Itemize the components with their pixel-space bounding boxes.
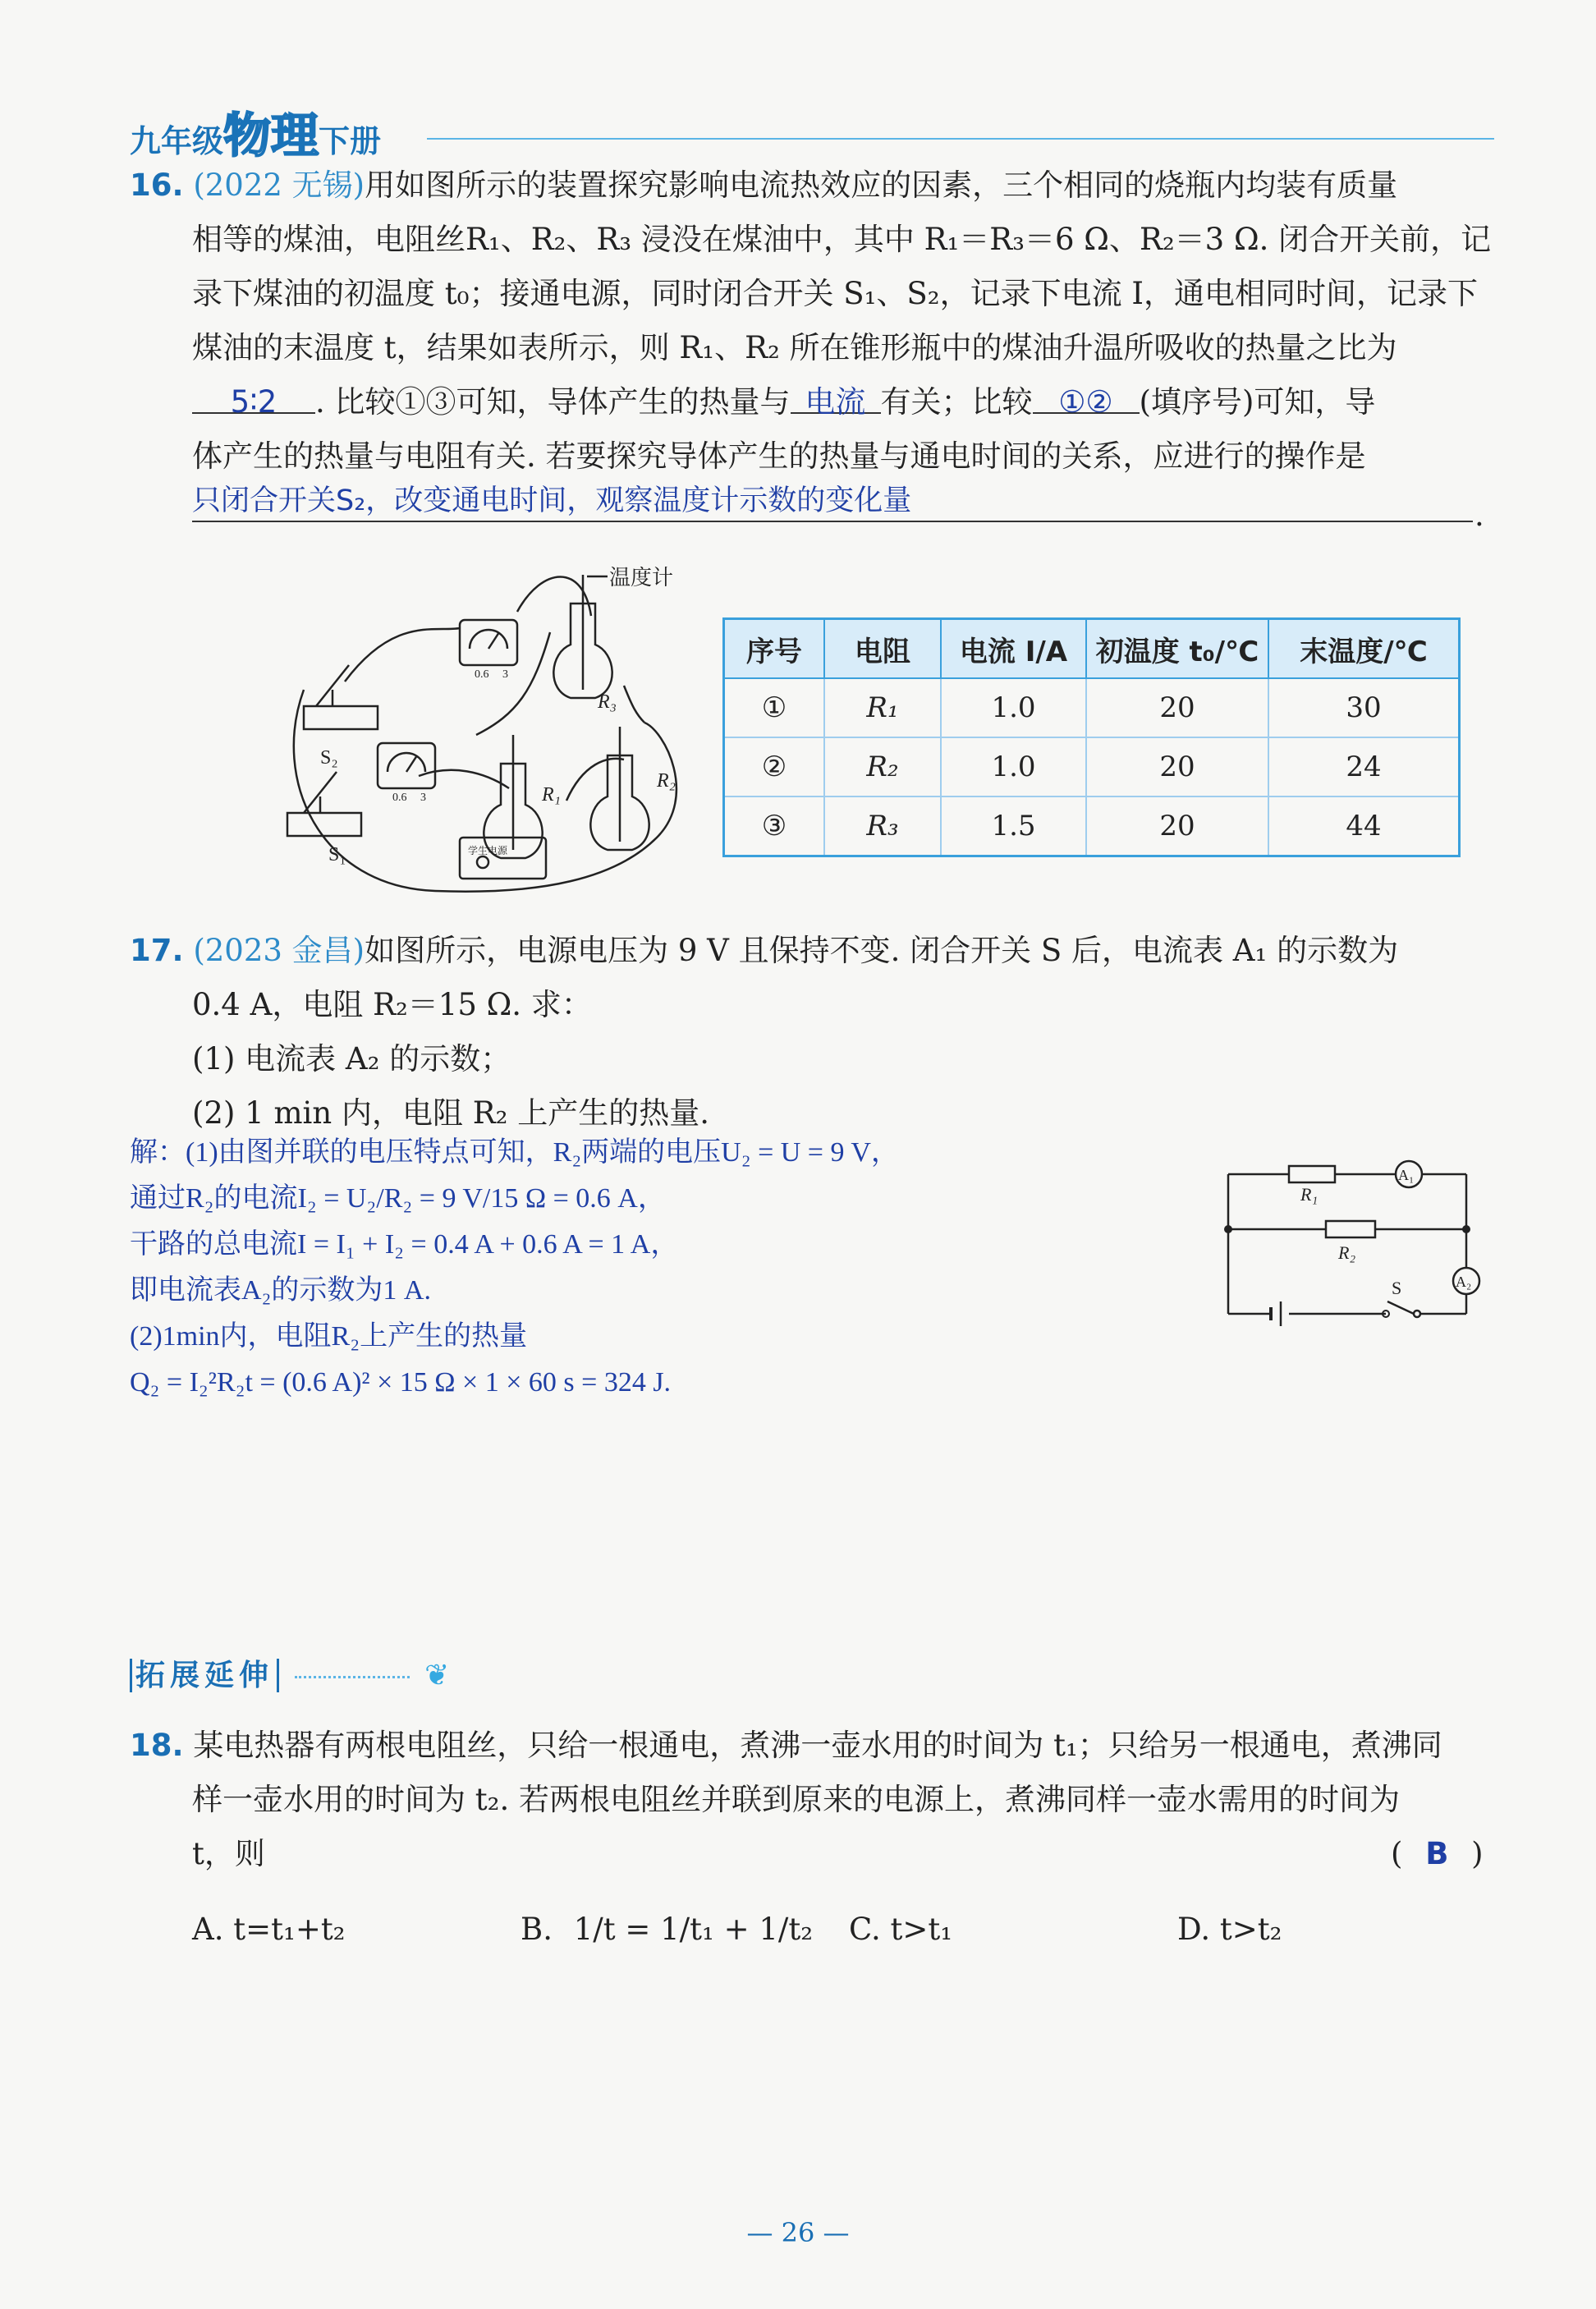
thermometer-label: 温度计 <box>609 567 674 590</box>
section-leaf-icon: ❦ <box>424 1659 455 1692</box>
circuit-r1-label: R₁ <box>1300 1184 1319 1205</box>
q18-answer-bracket <box>1391 1828 1484 1880</box>
q16-answer-compare: ①② <box>1033 376 1140 414</box>
table-header: 电流 I/A <box>941 619 1086 679</box>
circuit-r2-label: R₂ <box>1338 1242 1356 1263</box>
q16-number: 16. <box>130 168 184 203</box>
switch-s1-label: S₁ <box>328 844 346 865</box>
table-row <box>724 796 1460 856</box>
q17-text-1: 如图所示，电源电压为 9 V 且保持不变. 闭合开关 S 后，电流表 A₁ 的示数为 <box>365 933 1399 968</box>
q17-line-2: 0.4 A，电阻 R₂＝15 Ω. 求： <box>192 987 592 1022</box>
q18-bracket-close: ) <box>1471 1836 1484 1871</box>
q16-text-5a: . 比较①③可知，导体产生的热量与 <box>315 384 791 420</box>
resistor-r1-label: R₁ <box>542 784 562 806</box>
table-cell: ① <box>724 678 825 737</box>
table-cell: R₁ <box>824 678 941 737</box>
q18-bracket-open: ( <box>1391 1836 1403 1871</box>
q18-option-a: A. t=t₁+t₂ <box>192 1912 346 1947</box>
table-cell: 24 <box>1268 737 1460 796</box>
q18-option-b-equation: 1/t = 1/t₁ + 1/t₂ <box>573 1912 814 1947</box>
q16-line-2: 相等的煤油，电阻丝R₁、R₂、R₃ 浸没在煤油中，其中 R₁＝R₃＝6 Ω、R₂＝3 Ω. 闭合开关前，记 <box>192 222 1492 257</box>
q16-line-6: 体产生的热量与电阻有关. 若要探究导体产生的热量与通电时间的关系，应进行的操作是 <box>192 438 1366 474</box>
q18-text-1: 某电热器有两根电阻丝，只给一根通电，煮沸一壶水用的时间为 t₁；只给另一根通电，煮沸同 <box>193 1728 1442 1763</box>
q16-answer-ratio: 5∶2 <box>192 376 315 414</box>
q17-solution-5: (2)1min内，电阻R₂上产生的热量 <box>130 1321 528 1352</box>
q16-apparatus-figure <box>271 567 706 895</box>
table-header: 电阻 <box>824 619 941 679</box>
q17-circuit-diagram <box>1215 1150 1494 1330</box>
header-rule <box>427 138 1494 140</box>
table-cell: 44 <box>1268 796 1460 856</box>
table-cell: 1.0 <box>941 737 1086 796</box>
q17-source: (2023 金昌) <box>193 933 365 968</box>
table-cell: ② <box>724 737 825 796</box>
table-header: 序号 <box>724 619 825 679</box>
q18-line-2: 样一壶水用的时间为 t₂. 若两根电阻丝并联到原来的电源上，煮沸同样一壶水需用的时间为 <box>192 1782 1400 1817</box>
section-title-text: 拓展延伸 <box>130 1659 279 1692</box>
table-cell: 30 <box>1268 678 1460 737</box>
table-header: 初温度 t₀/℃ <box>1086 619 1268 679</box>
q16-text-5c: (填序号)可知，导 <box>1139 384 1376 420</box>
q18-line-1 <box>130 1719 1442 1772</box>
circuit-a2-label: A₂ <box>1456 1274 1472 1290</box>
q17-line-4: (2) 1 min 内，电阻 R₂ 上产生的热量. <box>192 1095 709 1131</box>
switch-s2-label: S₂ <box>320 747 338 769</box>
q16-text-1: 用如图所示的装置探究影响电流热效应的因素，三个相同的烧瓶内均装有质量 <box>365 168 1398 203</box>
q16-text-5b: 有关；比较 <box>880 384 1033 420</box>
resistor-r2-label: R₂ <box>657 770 676 792</box>
q18-option-d: D. t>t₂ <box>1177 1912 1282 1947</box>
table-header: 末温度/℃ <box>1268 619 1460 679</box>
header-volume: 下册 <box>319 123 382 159</box>
circuit-a1-label: A₁ <box>1398 1167 1415 1183</box>
q18-option-b <box>521 1903 813 1956</box>
q16-line-3: 录下煤油的初温度 t₀；接通电源，同时闭合开关 S₁、S₂，记录下电流 I，通电相同时间，记录下 <box>192 276 1478 311</box>
q16-line-1 <box>130 159 1397 212</box>
q17-number: 17. <box>130 933 184 968</box>
table-cell: 20 <box>1086 737 1268 796</box>
resistor-r3-label: R₃ <box>598 691 617 713</box>
table-row <box>724 737 1460 796</box>
section-extension-title <box>130 1652 454 1694</box>
ammeter1-scale-b: 3 <box>502 668 508 681</box>
q16-answer-current: 电流 <box>791 376 881 414</box>
ammeter2-scale-b: 3 <box>420 792 426 804</box>
table-cell: 20 <box>1086 796 1268 856</box>
table-cell: ③ <box>724 796 825 856</box>
header-subject: 物理 <box>223 108 319 163</box>
q16-line-4: 煤油的末温度 t，结果如表所示，则 R₁、R₂ 所在锥形瓶中的煤油升温所吸收的热量之比为 <box>192 330 1397 365</box>
q17-solution-2: 通过R₂的电流I₂ = U₂/R₂ = 9 V/15 Ω = 0.6 A， <box>130 1183 666 1214</box>
q17-line-3: (1) 电流表 A₂ 的示数； <box>192 1041 511 1076</box>
q17-solution-1: 解：(1)由图并联的电压特点可知，R₂两端的电压U₂ = U = 9 V， <box>130 1137 899 1168</box>
table-cell: R₂ <box>824 737 941 796</box>
table-cell: 1.0 <box>941 678 1086 737</box>
q17-solution-3: 干路的总电流I = I₁ + I₂ = 0.4 A + 0.6 A = 1 A， <box>130 1229 679 1260</box>
q16-results-table <box>722 617 1461 857</box>
ammeter1-scale-a: 0.6 <box>475 668 489 681</box>
table-cell: R₃ <box>824 796 941 856</box>
q18-option-b-label: B. <box>521 1912 553 1947</box>
table-cell: 20 <box>1086 678 1268 737</box>
page-number: — 26 — <box>746 2217 850 2248</box>
section-dots <box>295 1676 410 1678</box>
q16-answer-line <box>192 480 1473 522</box>
q18-answer: B <box>1425 1836 1449 1871</box>
circuit-switch-label: S <box>1392 1278 1402 1298</box>
header-grade: 九年级 <box>130 123 224 159</box>
table-header-row <box>724 619 1460 679</box>
ammeter2-scale-a: 0.6 <box>392 792 407 804</box>
power-supply-label: 学生电源 <box>468 845 508 856</box>
q17-line-1 <box>130 925 1398 977</box>
table-row <box>724 678 1460 737</box>
q16-period: . <box>1474 498 1484 533</box>
q17-solution-6: Q₂ = I₂²R₂t = (0.6 A)² × 15 Ω × 1 × 60 s = 324 J. <box>130 1367 672 1398</box>
q18-number: 18. <box>130 1728 184 1763</box>
q16-source: (2022 无锡) <box>193 168 365 203</box>
table-cell: 1.5 <box>941 796 1086 856</box>
q16-answer-operation: 只闭合开关S₂，改变通电时间，观察温度计示数的变化量 <box>192 484 912 517</box>
q18-line-3: t，则 <box>192 1836 265 1871</box>
q17-solution-4: 即电流表A₂的示数为1 A. <box>130 1275 431 1306</box>
book-header <box>130 97 381 166</box>
q16-line-5 <box>192 376 1375 429</box>
q18-option-c: C. t>t₁ <box>849 1912 953 1947</box>
